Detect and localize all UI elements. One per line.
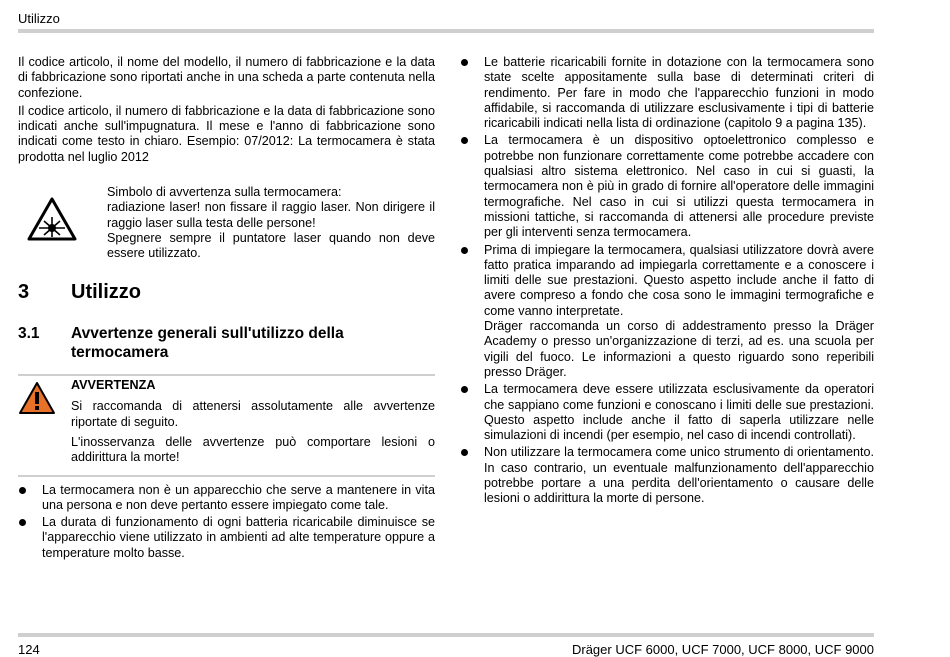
paragraph-1: Il codice articolo, il nome del modello, il numero di fabbricazione e la data di fabbricazione sono riportati anche in una scheda a parte contenuta nella confezione.: [18, 55, 435, 100]
laser-warning-text: radiazione laser! non fissare il raggio laser. Non dirigere il raggio laser sulla testa delle persone!: [107, 200, 435, 230]
left-column: [18, 55, 435, 563]
warning-triangle-icon: [18, 381, 56, 415]
warning-title: AVVERTENZA: [71, 378, 156, 393]
right-bullet-list: [460, 55, 874, 507]
list-item: La termocamera non è un apparecchio che serve a mantenere in vita una persona e non deve pertanto essere impiegato come tale.: [18, 483, 435, 514]
left-bullet-list: [18, 483, 435, 561]
product-name: Dräger UCF 6000, UCF 7000, UCF 8000, UCF 9000: [571, 642, 874, 657]
list-item-text: Prima di impiegare la termocamera, qualsiasi utilizzatore dovrà avere fatto pratica imparando ad impiegarla correttamente e a conoscere i limiti delle sue prestazioni. Questo aspetto include anche il fatto di avere compreso a fondo che cosa sono le immagini termografiche e come vanno interpretate.: [484, 242, 874, 318]
list-item: Non utilizzare la termocamera come unico strumento di orientamento. In caso contrario, un eventuale malfunzionamento dell'apparecchio potrebbe portare a una perdita dell'orientamento o causare delle lesioni o addirittura la morte di persone.: [460, 445, 874, 506]
training-note: Dräger raccomanda un corso di addestramento presso la Dräger Academy o presso un'organizzazione di terzi, ad es. una scuola per vigili del fuoco. Le informazioni a questo riguardo sono reperibili presso Dräger.: [484, 319, 874, 379]
running-header: Utilizzo: [18, 11, 60, 26]
laser-symbol-label: Simbolo di avvertenza sulla termocamera:: [107, 185, 342, 200]
list-item: La termocamera deve essere utilizzata esclusivamente da operatori che sappiano come funzioni e conoscano i limiti delle sue prestazioni. Questo aspetto include anche il fatto di saperla utilizzare nelle simulazioni di incendi (per esempio, nel caso di incendi controllati).: [460, 382, 874, 443]
page-number: 124: [18, 642, 40, 657]
chapter-number: 3: [18, 281, 30, 304]
footer-rule: [18, 633, 874, 637]
chapter-title: Utilizzo: [71, 281, 141, 304]
warning-text-2: L'inosservanza delle avvertenze può comportare lesioni o addirittura la morte!: [71, 434, 435, 465]
right-column: [460, 55, 874, 509]
laser-warning-icon: [27, 197, 77, 241]
header-rule: [18, 29, 874, 33]
paragraph-2: Il codice articolo, il numero di fabbricazione e la data di fabbricazione sono indicati anche sull'impugnatura. Il mese e l'anno di fabbricazione sono indicati come testo in chiaro. Esempio: 07/2012: La termocamera è stata prodotta nel luglio 2012: [18, 103, 435, 164]
section-heading: [18, 324, 435, 364]
warning-text-1: Si raccomanda di attenersi assolutamente alle avvertenze riportate di seguito.: [71, 399, 435, 429]
laser-notice: [18, 185, 435, 265]
list-item: La durata di funzionamento di ogni batteria ricaricabile diminuisce se l'apparecchio viene utilizzato in ambienti ad alte temperature oppure a temperature molto basse.: [18, 515, 435, 561]
chapter-heading: [18, 281, 435, 311]
list-item: [460, 243, 874, 381]
laser-off-text: Spegnere sempre il puntatore laser quando non deve essere utilizzato.: [107, 230, 435, 261]
section-title: Avvertenze generali sull'utilizzo della termocamera: [71, 325, 344, 362]
list-item: Le batterie ricaricabili fornite in dotazione con la termocamera sono state scelte appositamente sulla base di determinati criteri di rendimento. Per fare in modo che l'apparecchio funzioni in modo affidabile, si raccomanda di utilizzare esclusivamente i tipi di batterie ricaricabili indicati nella lista di ordinazione (capitolo 9 a pagina 135).: [460, 55, 874, 131]
section-number: 3.1: [18, 325, 40, 343]
list-item: La termocamera è un dispositivo optoelettronico complesso e potrebbe non funzionare correttamente come potrebbe accadere con qualsiasi altro sistema elettronico. Nel caso in cui si guasti, la termocamera non è più in grado di fornire all'operatore delle immagini termografiche. Nel caso in cui si utilizzi questa termocamera in missioni tattiche, si raccomanda di attenersi alle procedure previste per gli interventi senza termocamera.: [460, 133, 874, 240]
warning-box: [18, 374, 435, 476]
